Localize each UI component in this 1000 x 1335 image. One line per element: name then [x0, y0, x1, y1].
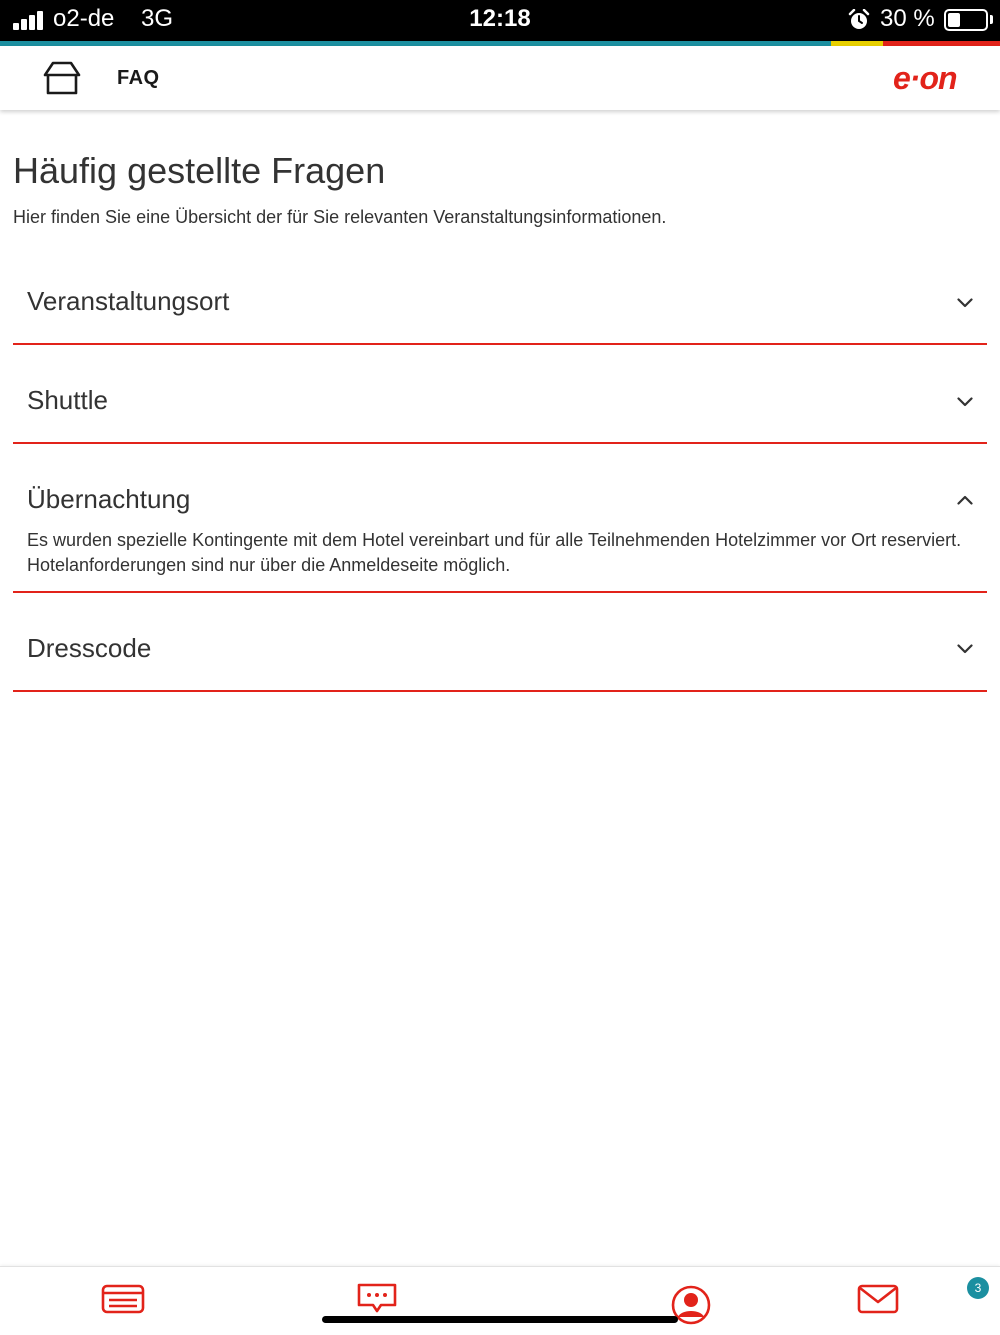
ticket-card-icon[interactable] [101, 1281, 145, 1317]
battery-cap [990, 15, 993, 24]
faq-item-veranstaltungsort[interactable] [13, 270, 987, 345]
faq-answer: Es wurden spezielle Kontingente mit dem Hotel vereinbart und für alle Teilnehmenden Hotelzimmer vor Ort reserviert. Hotelanforderungen sind nur über die Anmeldeseite möglich. [27, 530, 962, 575]
faq-question: Dresscode [27, 633, 152, 663]
faq-item-dresscode[interactable] [13, 593, 987, 692]
chevron-down-icon[interactable] [957, 298, 973, 308]
header-title: FAQ [117, 67, 160, 89]
chevron-down-icon[interactable] [957, 397, 973, 407]
chat-bubble-icon[interactable] [355, 1281, 399, 1317]
page-intro: Hier finden Sie eine Übersicht der für Sie relevanten Veranstaltungsinformationen. [13, 207, 667, 227]
faq-question: Veranstaltungsort [27, 286, 230, 316]
network-type: 3G [141, 5, 174, 32]
status-time: 12:18 [469, 5, 531, 32]
eon-logo: e·on [893, 60, 957, 96]
app-header [0, 46, 1000, 110]
bottom-tab-bar [0, 1266, 1000, 1335]
chevron-down-icon[interactable] [957, 644, 973, 654]
mail-icon[interactable] [856, 1281, 900, 1317]
page-title: Häufig gestellte Fragen [13, 150, 386, 191]
chevron-up-icon[interactable] [957, 495, 973, 505]
faq-item-shuttle[interactable] [13, 345, 987, 444]
faq-question: Übernachtung [27, 484, 191, 514]
carrier-name: o2-de [53, 5, 115, 32]
status-bar [0, 0, 1000, 41]
alarm-icon [848, 9, 870, 31]
home-indicator[interactable] [322, 1316, 678, 1323]
home-icon[interactable] [40, 60, 84, 96]
battery-percent: 30 % [880, 5, 935, 32]
battery-icon [944, 9, 988, 31]
faq-question: Shuttle [27, 385, 108, 415]
mail-badge: 3 [967, 1277, 989, 1299]
faq-item-uebernachtung[interactable] [13, 444, 987, 593]
